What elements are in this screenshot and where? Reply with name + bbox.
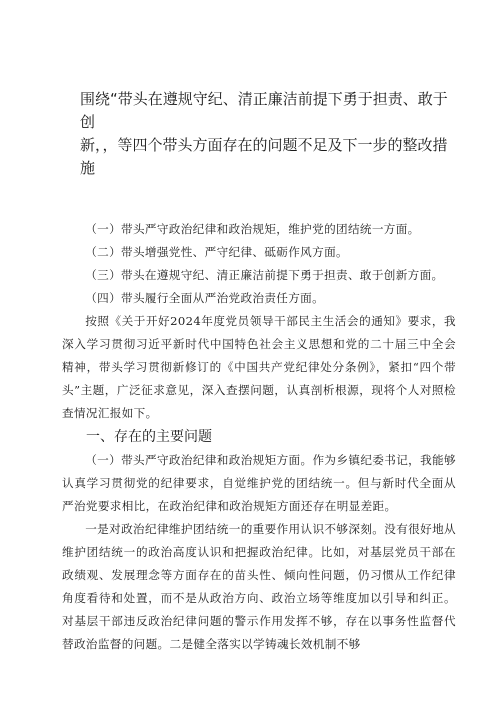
item-2: （二）带头增强党性、严守纪律、砥砺作风方面。 [85, 245, 348, 259]
section-1-paragraph-2: 一是对政治纪律维护团结统一的重要作用认识不够深刻。没有很好地从维护团结统一的政治高度认识和把握政治纪律。比如，对基层党员干部在政绩观、发展理念等方面存在的苗头性、倾向性问题，仍习惯从工作纪律角度看待和处置，而不是从政治方向、政治立场等维度加以引导和纠正。对基层干部违反政治纪律问题的警示作用发挥不够，存在以事务性监督代替政治监督的问题。二是健全落实以学铸魂长效机制不够 [62, 522, 456, 651]
item-3: （三）带头在遵规守纪、清正廉洁前提下勇于担责、敢于创新方面。 [85, 268, 444, 282]
title-line-1: 围绕“带头在遵规守纪、清正廉洁前提下勇于担责、敢于创 [80, 90, 448, 131]
title-line-2: 新，，等四个带头方面存在的问题不足及下一步的整改措施 [80, 136, 448, 177]
item-1: （一）带头严守政治纪律和政治规矩，维护党的团结统一方面。 [85, 222, 420, 236]
item-4: （四）带头履行全面从严治党政治责任方面。 [85, 291, 325, 305]
section-1-paragraph-1: （一）带头严守政治纪律和政治规矩方面。作为乡镇纪委书记，我能够认真学习贯彻党的纪律要求，自觉维护党的团结统一。但与新时代全面从严治党要求相比，在政治纪律和政治规矩方面还存在明显差距。 [62, 453, 456, 513]
section-1-heading: 一、存在的主要问题 [86, 429, 212, 445]
document-title [62, 88, 456, 180]
intro-paragraph: 按照《关于开好2024年度党员领导干部民主生活会的通知》要求，我深入学习贯彻习近平新时代中国特色社会主义思想和党的二十届三中全会精神，带头学习贯彻新修订的《中国共产党纪律处分条例》，紧扣“四个带头”主题，广泛征求意见，深入查摆问题，认真剖析根源，现将个人对照检查情况汇报如下。 [62, 314, 456, 420]
